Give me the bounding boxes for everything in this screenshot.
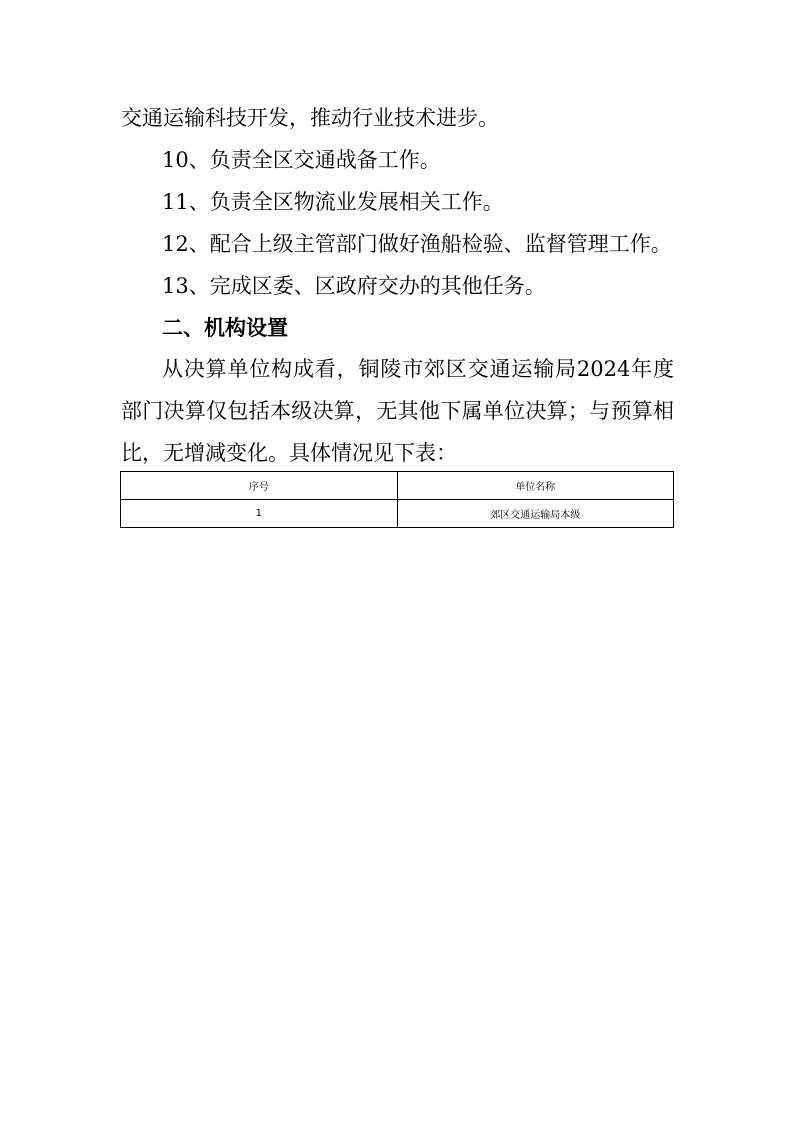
cell-unit-name: 郊区交通运输局本级: [397, 500, 674, 528]
header-unit-name: 单位名称: [397, 472, 674, 500]
duty-item-12: 12、配合上级主管部门做好渔船检验、监督管理工作。: [162, 232, 672, 256]
header-serial-number: 序号: [121, 472, 398, 500]
unit-composition-table: [120, 471, 674, 528]
table-header-row: [121, 472, 674, 500]
body-paragraph-line-1: 从决算单位构成看，铜陵市郊区交通运输局2024年度: [162, 357, 674, 381]
continuation-paragraph: 交通运输科技开发，推动行业技术进步。: [121, 106, 499, 130]
cell-serial-number: 1: [121, 500, 398, 528]
duty-item-10: 10、负责全区交通战备工作。: [162, 148, 441, 172]
duty-item-11: 11、负责全区物流业发展相关工作。: [162, 190, 504, 214]
body-paragraph-line-2: 部门决算仅包括本级决算，无其他下属单位决算；与预算相: [121, 399, 674, 423]
table-row: [121, 500, 674, 528]
duty-item-13: 13、完成区委、区政府交办的其他任务。: [162, 274, 546, 298]
section-heading: 二、机构设置: [162, 316, 288, 340]
body-paragraph-line-3: 比，无增减变化。具体情况见下表：: [121, 441, 457, 465]
